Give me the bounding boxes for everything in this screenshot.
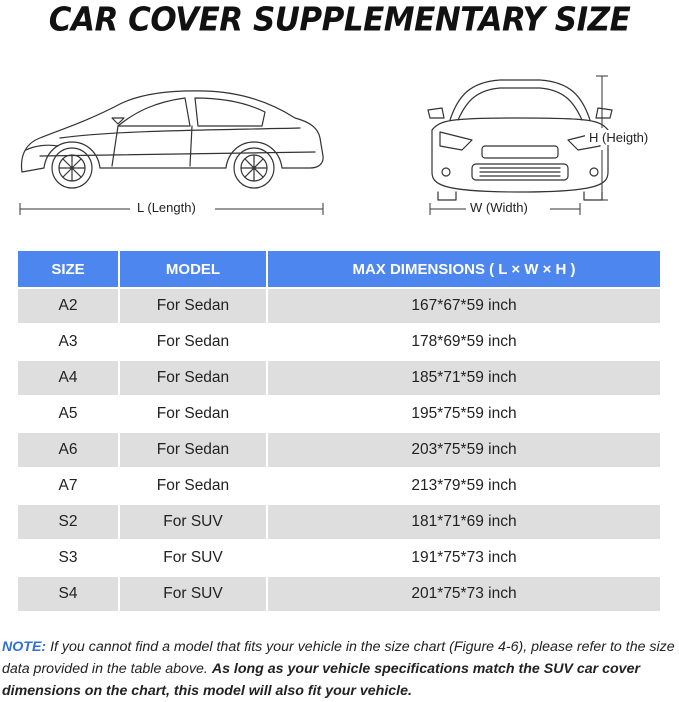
cell-dims: 203*75*59 inch (268, 433, 660, 467)
cell-model: For Sedan (120, 325, 268, 359)
table-row (18, 325, 660, 359)
cell-size: S4 (18, 577, 120, 611)
table-row (18, 361, 660, 395)
cell-model: For SUV (120, 541, 268, 575)
table-row (18, 505, 660, 539)
note-text: If you cannot find a model that fits your vehicle in the size chart (Figure 4-6), please refer to the size data provided in the table above. (2, 639, 675, 677)
cell-size: A7 (18, 469, 120, 503)
page-title: CAR COVER SUPPLEMENTARY SIZE (48, 1, 631, 39)
cell-model: For SUV (120, 505, 268, 539)
cell-size: A3 (18, 325, 120, 359)
car-dimension-illustration (0, 60, 679, 230)
cell-size: S3 (18, 541, 120, 575)
size-table (18, 249, 660, 613)
cell-model: For Sedan (120, 469, 268, 503)
cell-model: For Sedan (120, 433, 268, 467)
cell-dims: 191*75*73 inch (268, 541, 660, 575)
cell-size: A4 (18, 361, 120, 395)
header-model: MODEL (120, 251, 268, 287)
height-label: H (Heigth) (585, 130, 652, 145)
car-front-view-icon (410, 60, 670, 230)
cell-dims: 195*75*59 inch (268, 397, 660, 431)
table-row (18, 469, 660, 503)
cell-dims: 167*67*59 inch (268, 289, 660, 323)
table-header-row (18, 251, 660, 287)
cell-dims: 185*71*59 inch (268, 361, 660, 395)
table-row (18, 541, 660, 575)
header-size: SIZE (18, 251, 120, 287)
cell-dims: 201*75*73 inch (268, 577, 660, 611)
cell-dims: 213*79*59 inch (268, 469, 660, 503)
table-row (18, 433, 660, 467)
note-label: NOTE: (2, 639, 47, 655)
table-row (18, 397, 660, 431)
width-label: W (Width) (466, 200, 532, 215)
cell-model: For SUV (120, 577, 268, 611)
cell-size: S2 (18, 505, 120, 539)
cell-model: For Sedan (120, 361, 268, 395)
cell-model: For Sedan (120, 397, 268, 431)
cell-dims: 178*69*59 inch (268, 325, 660, 359)
header-max-dimensions: MAX DIMENSIONS ( L × W × H ) (268, 251, 660, 287)
cell-dims: 181*71*69 inch (268, 505, 660, 539)
table-row (18, 577, 660, 611)
table-row (18, 289, 660, 323)
cell-size: A5 (18, 397, 120, 431)
note-paragraph (2, 636, 678, 702)
note-bold-text: As long as your vehicle specifications match the SUV car cover dimensions on the chart, this model will also fit your vehicle. (2, 661, 640, 699)
cell-size: A2 (18, 289, 120, 323)
cell-size: A6 (18, 433, 120, 467)
length-label: L (Length) (133, 200, 200, 215)
cell-model: For Sedan (120, 289, 268, 323)
